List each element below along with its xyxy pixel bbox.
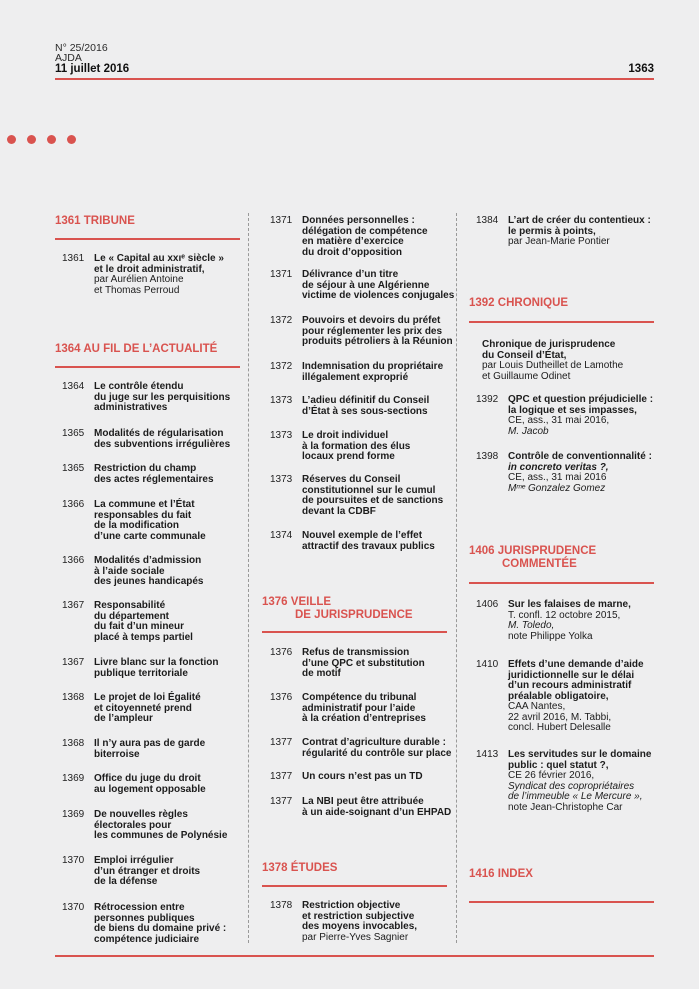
- toc-entry-meta-line: M. Jacob: [508, 425, 549, 437]
- toc-entry-title-line: Restriction du champ: [94, 463, 197, 474]
- toc-entry-text: [302, 693, 426, 725]
- toc-entry-title-line: Chronique de jurisprudence: [482, 339, 616, 350]
- toc-entry-meta-line: et Thomas Perroud: [94, 284, 180, 296]
- issue-number: N° 25/2016: [55, 42, 108, 54]
- toc-entry-title-line: biterroise: [94, 748, 140, 760]
- toc-entry-page: 1377: [270, 737, 293, 748]
- toc-entry-page: 1373: [270, 395, 293, 406]
- toc-entry-title-line: d’État à ses sous-sections: [302, 405, 428, 417]
- toc-entry-page: 1367: [62, 600, 85, 611]
- toc-entry-meta-line: par Jean-Marie Pontier: [508, 236, 610, 247]
- toc-entry-page: 1377: [270, 771, 293, 782]
- toc-entry-meta-line: CE, ass., 31 mai 2016,: [508, 415, 610, 426]
- toc-entry-title-line: illégalement exproprié: [302, 371, 409, 383]
- toc-entry-title-line: Modalités d’admission: [94, 555, 202, 566]
- toc-entry-meta-line: CAA Nantes,: [508, 701, 566, 712]
- toc-entry-page: 1370: [62, 855, 85, 866]
- toc-entry-text: [508, 600, 631, 642]
- toc-entry-title-line: Un cours n’est pas un TD: [302, 771, 423, 782]
- toc-entry-title-line: devant la CDBF: [302, 505, 376, 517]
- toc-entry-text: [94, 903, 226, 945]
- toc-entry-title-line: à l’aide sociale: [94, 565, 165, 577]
- toc-entry-title-line: d’un recours administratif: [508, 680, 632, 691]
- toc-entry-title-line: du droit d’opposition: [302, 246, 402, 258]
- toc-entry-title-line: Données personnelles :: [302, 215, 415, 226]
- toc-entry-meta-line: par Louis Dutheillet de Lamothe: [482, 360, 624, 371]
- toc-entry-title-line: La commune et l’État: [94, 499, 195, 510]
- toc-entry-title-line: à la création d’entreprises: [302, 713, 426, 724]
- header-rule: [55, 78, 654, 80]
- toc-entry-page: 1366: [62, 555, 85, 566]
- toc-entry-title-line: L’art de créer du contentieux :: [508, 215, 651, 226]
- toc-entry-title-line: régularité du contrôle sur place: [302, 747, 452, 759]
- toc-entry-title-line: Responsabilité: [94, 600, 166, 611]
- toc-entry-meta-line: note Jean-Christophe Car: [508, 801, 623, 813]
- toc-entry-text: [508, 216, 651, 248]
- toc-entry-title-line: des subventions irrégulières: [94, 438, 231, 450]
- toc-entry-title-line: de la défense: [94, 876, 158, 887]
- toc-entry-title-line: au logement opposable: [94, 783, 206, 795]
- dot-icon: [7, 135, 16, 144]
- toc-entry-text: [508, 660, 644, 734]
- toc-entry-page: 1406: [476, 599, 499, 610]
- toc-entry-title-line: L’adieu définitif du Conseil: [302, 395, 430, 406]
- toc-entry-title-line: Refus de transmission: [302, 647, 410, 658]
- toc-entry-title-line: Office du juge du droit: [94, 773, 201, 784]
- toc-entry-title-line: La NBI peut être attribuée: [302, 796, 424, 807]
- toc-entry-title-line: du fait d’un mineur: [94, 621, 184, 632]
- section-rule: [469, 582, 654, 584]
- toc-entry-page: 1368: [62, 738, 85, 749]
- toc-entry-title-line: Emploi irrégulier: [94, 855, 174, 866]
- toc-entry-title-line: Nouvel exemple de l’effet: [302, 530, 423, 541]
- toc-entry-title-line: de motif: [302, 668, 341, 679]
- toc-entry-title-line: des moyens invocables,: [302, 921, 418, 932]
- footer-rule: [55, 955, 654, 957]
- toc-entry-meta-line: et Guillaume Odinet: [482, 370, 571, 382]
- toc-entry-text: [482, 340, 623, 382]
- section-title-etudes: 1378 ÉTUDES: [262, 862, 338, 874]
- toc-entry-title-line: Restriction objective: [302, 900, 401, 911]
- toc-entry-text: [508, 395, 653, 437]
- toc-entry-title-line: en matière d’exercice: [302, 236, 404, 247]
- toc-entry-meta-line: CE, ass., 31 mai 2016: [508, 472, 607, 483]
- section-title-actualite: 1364 AU FIL DE L’ACTUALITÉ: [55, 343, 218, 355]
- toc-entry-meta-line: note Philippe Yolka: [508, 630, 593, 642]
- toc-entry-title-line: publique territoriale: [94, 667, 188, 679]
- toc-entry-title-line: constitutionnel sur le cumul: [302, 484, 436, 496]
- toc-entry-page: 1376: [270, 647, 293, 658]
- toc-entry-title-line: de séjour à une Algérienne: [302, 279, 430, 291]
- toc-entry-title-line: attractif des travaux publics: [302, 540, 435, 552]
- issue-date: 11 juillet 2016: [55, 63, 130, 75]
- toc-entry-text: [302, 396, 429, 417]
- toc-entry-title-line: le permis à points,: [508, 225, 596, 237]
- section-title-index: 1416 INDEX: [469, 868, 533, 880]
- toc-entry-title-line: compétence judiciaire: [94, 933, 200, 945]
- dot-icon: [47, 135, 56, 144]
- toc-entry-text: [302, 531, 435, 552]
- toc-entry-page: 1377: [270, 796, 293, 807]
- toc-entry-page: 1373: [270, 430, 293, 441]
- toc-entry-title-line: à un aide-soignant d’un EHPAD: [302, 806, 452, 818]
- toc-entry-title-line: Rétrocession entre: [94, 902, 185, 913]
- toc-entry-text: [94, 464, 214, 485]
- toc-entry-title-line: QPC et question préjudicielle :: [508, 394, 654, 405]
- toc-entry-title-line: de l’ampleur: [94, 713, 153, 724]
- page-number: 1363: [628, 63, 654, 75]
- toc-entry-title-line: Le droit individuel: [302, 430, 389, 441]
- toc-entry-title-line: de la modification: [94, 520, 180, 531]
- toc-entry-text: [94, 658, 218, 679]
- toc-entry-title-line: et citoyenneté prend: [94, 702, 192, 714]
- toc-entry-meta-line: Syndicat des copropriétaires: [508, 780, 635, 792]
- toc-entry-meta-line: par Pierre-Yves Sagnier: [302, 931, 409, 943]
- toc-entry-page: 1378: [270, 900, 293, 911]
- section-title-veille-line1: 1376 VEILLE: [262, 596, 332, 608]
- toc-entry-title-line: administratif pour l’aide: [302, 702, 416, 714]
- toc-entry-page: 1366: [62, 499, 85, 510]
- toc-entry-meta-line: CE 26 février 2016,: [508, 770, 595, 781]
- toc-entry-title-line: du département: [94, 610, 170, 622]
- toc-entry-page: 1369: [62, 773, 85, 784]
- toc-entry-title-line: Le projet de loi Égalité: [94, 692, 201, 703]
- toc-entry-page: 1361: [62, 253, 85, 264]
- toc-entry-title-line: locaux prend forme: [302, 451, 395, 462]
- toc-entry-page: 1369: [62, 809, 85, 820]
- toc-entry-title-line: à la formation des élus: [302, 440, 411, 452]
- toc-entry-text: [94, 693, 201, 725]
- toc-entry-page: 1372: [270, 361, 293, 372]
- toc-entry-page: 1364: [62, 381, 85, 392]
- toc-entry-meta-line: 22 avril 2016, M. Tabbi,: [508, 711, 612, 723]
- toc-entry-title-line: électorales pour: [94, 819, 172, 831]
- toc-entry-text: [94, 739, 205, 760]
- section-rule: [262, 885, 447, 887]
- toc-entry-title-line: de biens du domaine privé :: [94, 923, 227, 934]
- toc-entry-title-line: d’une QPC et substitution: [302, 657, 425, 669]
- toc-entry-title-line: Modalités de régularisation: [94, 428, 224, 439]
- toc-entry-title-line: Contrat d’agriculture durable :: [302, 737, 446, 748]
- toc-entry-title-line: pour réglementer les prix des: [302, 325, 443, 337]
- toc-entry-title-line: d’un étranger et droits: [94, 865, 201, 877]
- toc-entry-text: [302, 901, 417, 943]
- section-rule: [55, 366, 240, 368]
- toc-entry-page: 1374: [270, 530, 293, 541]
- toc-entry-title-line: de poursuites et de sanctions: [302, 495, 444, 506]
- section-title-veille-line2: DE JURISPRUDENCE: [295, 609, 413, 621]
- toc-entry-page: 1365: [62, 428, 85, 439]
- toc-entry-title-line: personnes publiques: [94, 912, 195, 924]
- toc-entry-title-line: De nouvelles règles: [94, 809, 188, 820]
- toc-entry-page: 1398: [476, 451, 499, 462]
- toc-entry-title-line: Livre blanc sur la fonction: [94, 657, 219, 668]
- toc-entry-title-line: Le contrôle étendu: [94, 381, 184, 392]
- dot-icon: [27, 135, 36, 144]
- toc-entry-text: [302, 797, 451, 818]
- toc-entry-text: [302, 648, 425, 680]
- section-rule: [262, 631, 447, 633]
- toc-entry-page: 1392: [476, 394, 499, 405]
- toc-entry-title-line: Effets d’une demande d’aide: [508, 659, 644, 670]
- toc-entry-title-line: la logique et ses impasses,: [508, 404, 637, 416]
- toc-entry-title-line: d’une carte communale: [94, 530, 206, 542]
- column-separator: [456, 213, 457, 943]
- toc-entry-title-line: administratives: [94, 402, 168, 413]
- toc-entry-title-line: et restriction subjective: [302, 910, 415, 922]
- toc-entry-text: [508, 452, 652, 494]
- section-rule: [469, 321, 654, 323]
- toc-entry-text: [94, 856, 200, 888]
- section-title-jurisprudence-line1: 1406 JURISPRUDENCE: [469, 545, 597, 557]
- toc-entry-title-line: responsables du fait: [94, 509, 192, 521]
- decorative-dots: [7, 135, 76, 144]
- toc-entry-text: [302, 772, 423, 783]
- toc-entry-page: 1384: [476, 215, 499, 226]
- toc-entry-title-line: des jeunes handicapés: [94, 576, 204, 587]
- toc-entry-text: [94, 601, 193, 643]
- toc-entry-page: 1373: [270, 474, 293, 485]
- toc-entry-text: [302, 216, 428, 258]
- toc-entry-title-line: Sur les falaises de marne,: [508, 599, 631, 610]
- toc-entry-title-line: placé à temps partiel: [94, 631, 193, 643]
- section-title-veille: [262, 596, 413, 622]
- toc-entry-text: [94, 774, 206, 795]
- toc-entry-title-line: Délivrance d’un titre: [302, 269, 399, 280]
- toc-entry-page: 1371: [270, 269, 293, 280]
- toc-entry-title-line: Indemnisation du propriétaire: [302, 361, 444, 372]
- toc-entry-text: [302, 738, 451, 759]
- toc-entry-meta-line: Mᵐᵉ Gonzalez Gomez: [508, 482, 606, 494]
- toc-entry-page: 1368: [62, 692, 85, 703]
- toc-entry-text: [508, 750, 651, 813]
- toc-entry-text: [302, 475, 443, 517]
- section-rule: [55, 238, 240, 240]
- section-title-chronique: 1392 CHRONIQUE: [469, 297, 569, 309]
- toc-entry-title-line: Le « Capital au xxıᵉ siècle »: [94, 253, 224, 264]
- toc-entry-text: [302, 316, 453, 348]
- toc-entry-title-line: délégation de compétence: [302, 225, 428, 237]
- toc-entry-meta-line: de l’immeuble « Le Mercure »,: [508, 791, 643, 802]
- toc-entry-title-line: in concreto veritas ?,: [508, 461, 609, 473]
- toc-entry-meta-line: concl. Hubert Delesalle: [508, 722, 611, 733]
- toc-entry-page: 1376: [270, 692, 293, 703]
- toc-entry-page: 1371: [270, 215, 293, 226]
- toc-entry-title-line: et le droit administratif,: [94, 263, 205, 275]
- toc-entry-title-line: les communes de Polynésie: [94, 830, 228, 841]
- toc-entry-page: 1370: [62, 902, 85, 913]
- toc-entry-text: [94, 382, 230, 414]
- toc-entry-title-line: Contrôle de conventionnalité :: [508, 451, 652, 462]
- toc-entry-title-line: du juge sur les perquisitions: [94, 391, 231, 403]
- toc-entry-page: 1413: [476, 749, 499, 760]
- toc-entry-title-line: Il n’y aura pas de garde: [94, 738, 206, 749]
- journal-name: AJDA: [55, 52, 82, 64]
- toc-entry-page: 1367: [62, 657, 85, 668]
- toc-entry-text: [94, 429, 230, 450]
- toc-entry-title-line: Les servitudes sur le domaine: [508, 749, 652, 760]
- toc-entry-text: [94, 500, 206, 542]
- toc-entry-text: [94, 254, 224, 296]
- toc-entry-title-line: victime de violences conjugales: [302, 290, 455, 301]
- toc-entry-meta-line: M. Toledo,: [508, 620, 555, 631]
- section-rule: [469, 901, 654, 903]
- toc-entry-title-line: public : quel statut ?,: [508, 759, 609, 771]
- toc-entry-meta-line: T. confl. 12 octobre 2015,: [508, 609, 621, 621]
- toc-entry-page: 1410: [476, 659, 499, 670]
- toc-entry-text: [94, 810, 227, 842]
- toc-entry-title-line: Pouvoirs et devoirs du préfet: [302, 315, 441, 326]
- toc-entry-text: [94, 556, 204, 588]
- toc-entry-page: 1365: [62, 463, 85, 474]
- toc-entry-title-line: juridictionnelle sur le délai: [508, 669, 635, 681]
- toc-entry-meta-line: par Aurélien Antoine: [94, 274, 184, 285]
- toc-entry-title-line: Compétence du tribunal: [302, 692, 417, 703]
- toc-entry-title-line: produits pétroliers à la Réunion: [302, 336, 453, 347]
- toc-entry-title-line: préalable obligatoire,: [508, 690, 609, 702]
- section-title-jurisprudence: [469, 545, 596, 571]
- toc-entry-text: [302, 270, 454, 302]
- section-title-tribune: 1361 TRIBUNE: [55, 215, 135, 227]
- toc-entry-text: [302, 431, 410, 463]
- toc-entry-title-line: des actes réglementaires: [94, 473, 214, 485]
- dot-icon: [67, 135, 76, 144]
- toc-entry-text: [302, 362, 443, 383]
- toc-entry-page: 1372: [270, 315, 293, 326]
- section-title-jurisprudence-line2: COMMENTÉE: [502, 558, 577, 570]
- toc-entry-title-line: du Conseil d’État,: [482, 349, 567, 361]
- column-separator: [248, 213, 249, 943]
- toc-entry-title-line: Réserves du Conseil: [302, 474, 401, 485]
